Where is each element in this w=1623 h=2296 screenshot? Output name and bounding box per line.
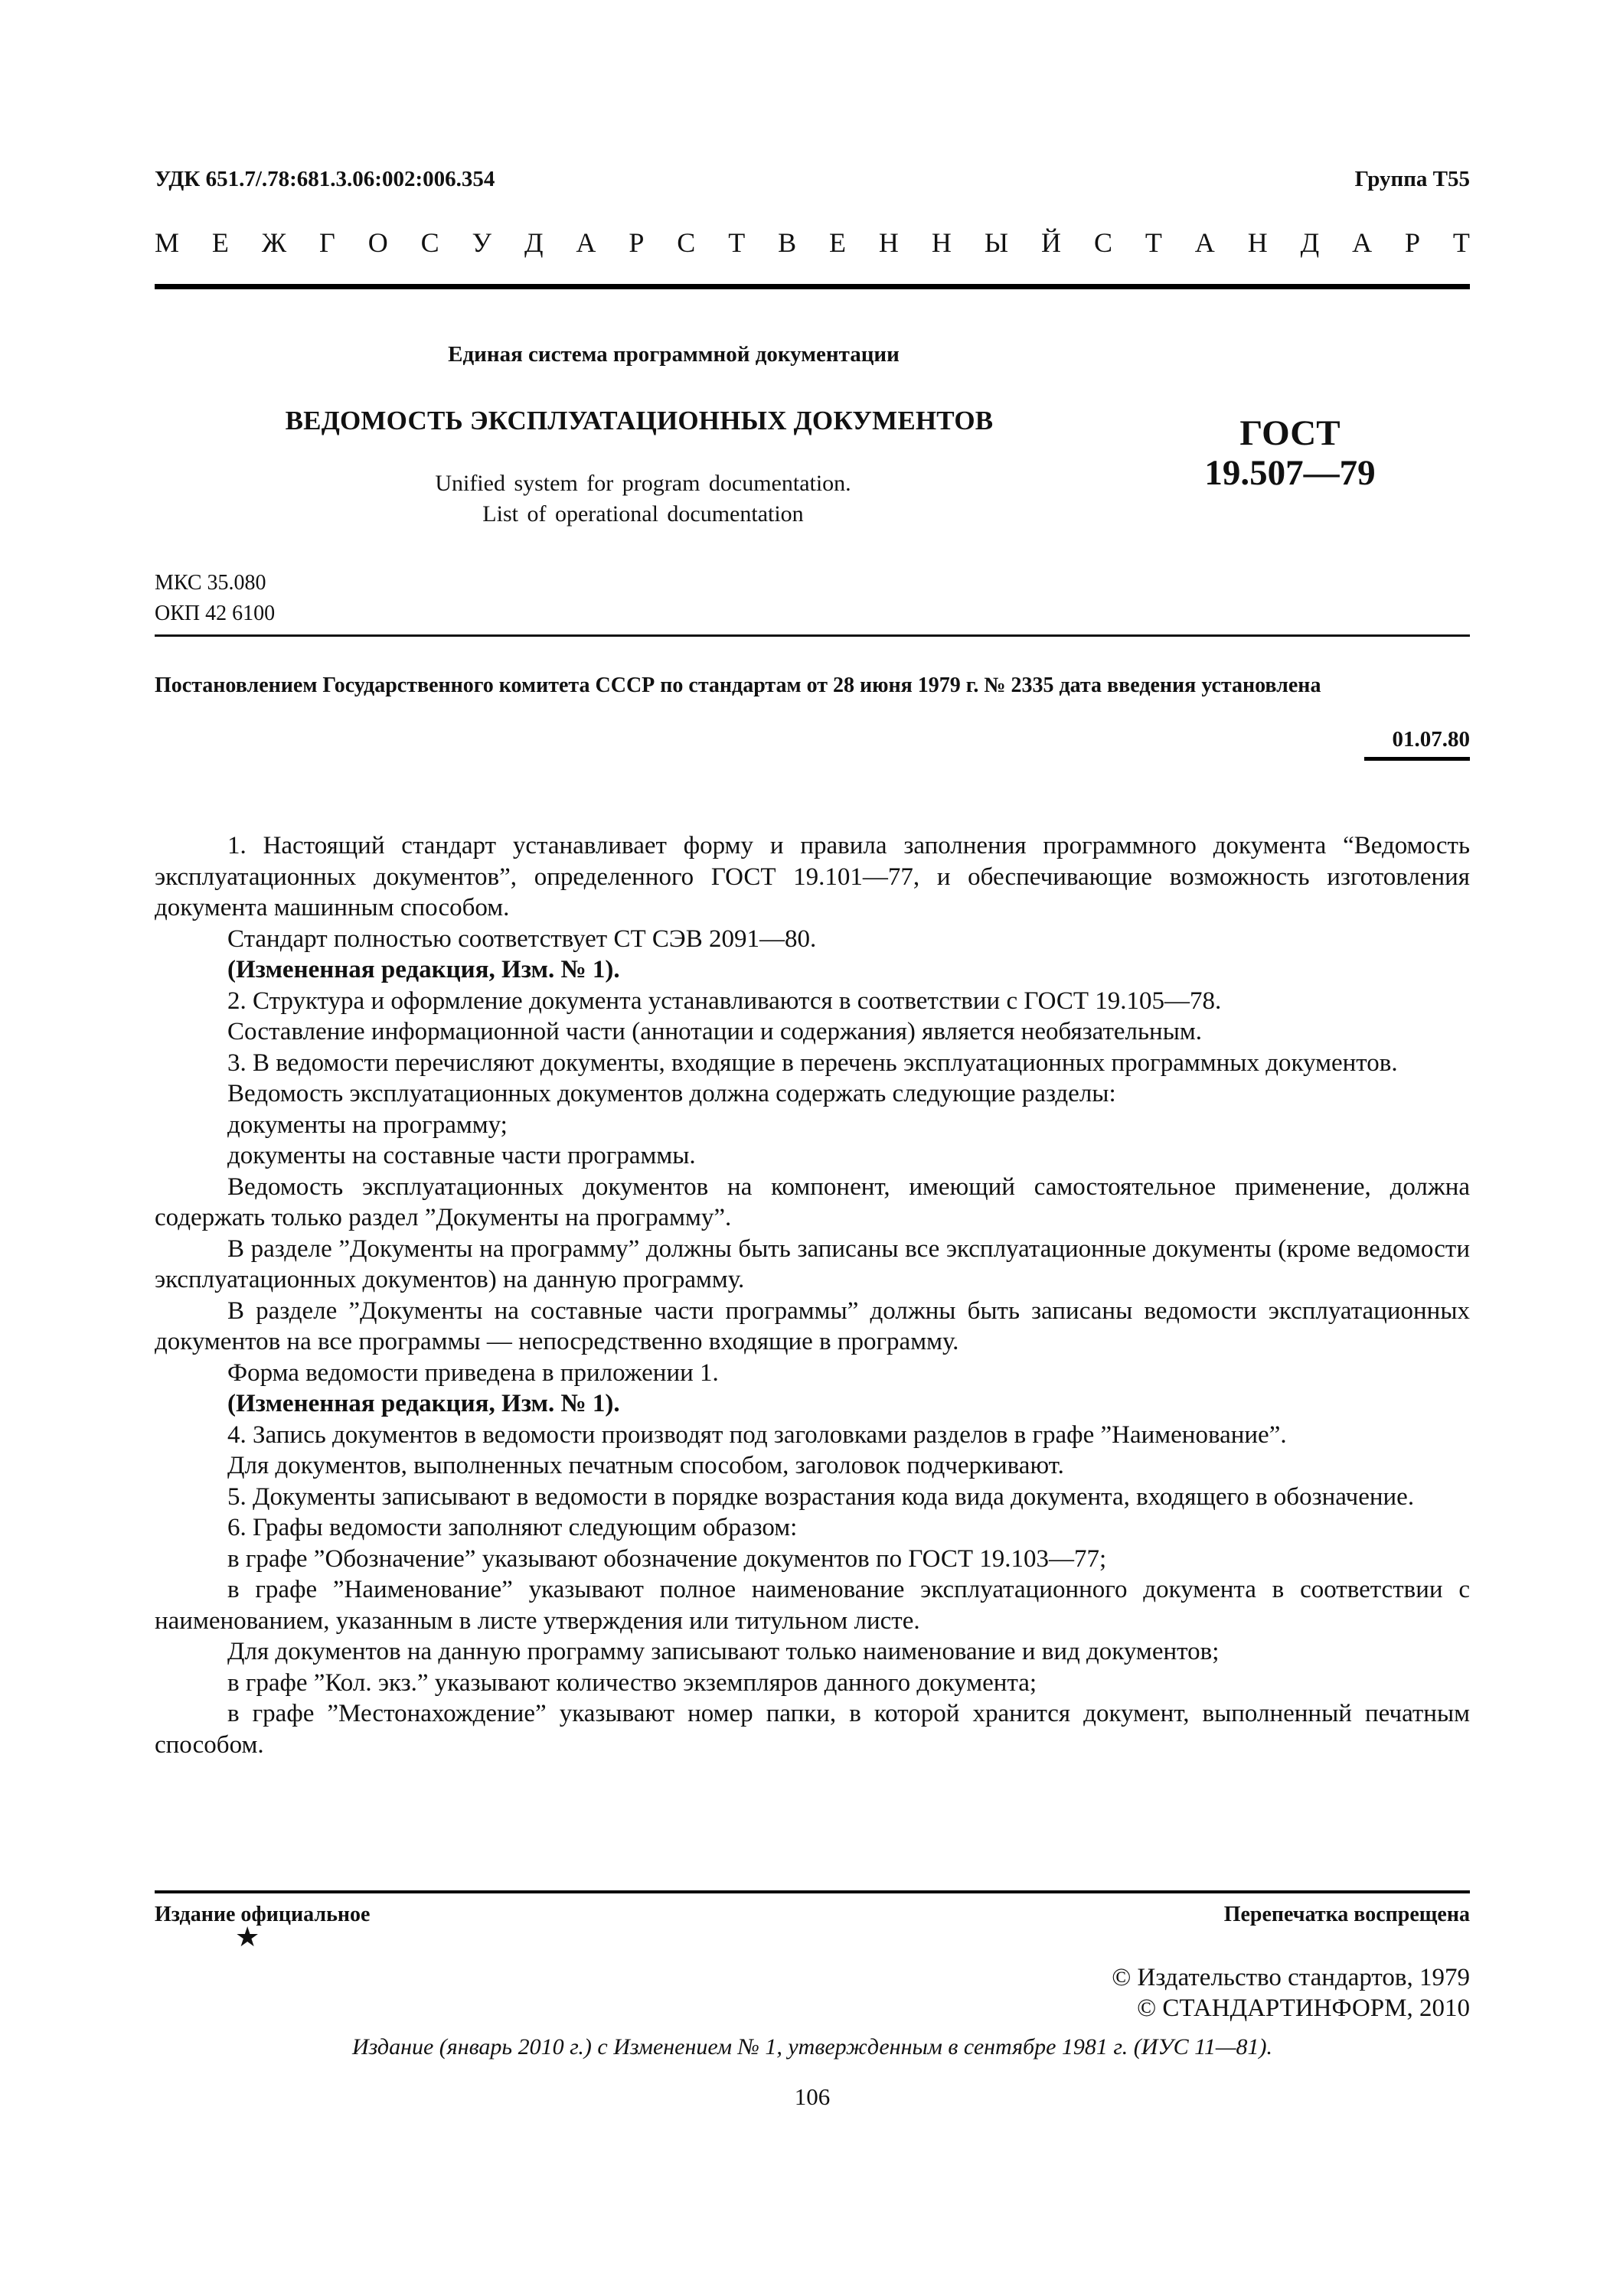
body-paragraph: В разделе ”Документы на составные части программы” должны быть записаны ведомости эксплуатационных документов на все программы — непосредственно входящие в программу. xyxy=(155,1296,1470,1355)
edition-note: Издание (январь 2010 г.) с Изменением № 1, утвержденным в сентябре 1981 г. (ИУС 11—81). xyxy=(351,2034,1273,2060)
copyright-line: © СТАНДАРТИНФОРМ, 2010 xyxy=(1137,1994,1470,2022)
heading-letter: Т xyxy=(728,227,746,258)
body-paragraph: 4. Запись документов в ведомости производят под заголовками разделов в графе ”Наименование”. xyxy=(227,1420,1287,1449)
heading-letter: О xyxy=(367,227,388,258)
body-paragraph: Для документов на данную программу записывают только наименование и вид документов; xyxy=(227,1638,1220,1665)
heading-letter: Й xyxy=(1041,227,1062,258)
body-paragraph: 5. Документы записывают в ведомости в порядке возрастания кода вида документа, входящего в обозначение. xyxy=(227,1482,1415,1511)
page-number: 106 xyxy=(794,2083,831,2110)
heading-letter: Д xyxy=(524,227,544,258)
english-title-line: Unified system for program documentation. xyxy=(435,471,851,496)
body-paragraph: 1. Настоящий стандарт устанавливает форму и правила заполнения программного документа “Ведомость эксплуатационных документов”, определенного ГОСТ 19.101—77, и обеспечивающие возможность изготовления документа машинным способом. xyxy=(155,832,1470,921)
english-title xyxy=(306,468,980,530)
heading-letter: Р xyxy=(629,227,645,258)
english-title-line: List of operational documentation xyxy=(482,501,804,527)
group-code: Группа Т55 xyxy=(1354,167,1470,191)
body-paragraph: 2. Структура и оформление документа устанавливаются в соответствии с ГОСТ 19.105—78. xyxy=(227,987,1222,1015)
header-row xyxy=(155,167,1470,192)
body-paragraph: 3. В ведомости перечисляют документы, входящие в перечень эксплуатационных программных документов. xyxy=(227,1049,1398,1077)
body-paragraph: В разделе ”Документы на программу” должны быть записаны все эксплуатационные документы (кроме ведомости эксплуатационных документов) на данную программу. xyxy=(155,1234,1470,1293)
reprint-forbidden-label: Перепечатка воспрещена xyxy=(1223,1903,1470,1926)
classification-codes xyxy=(155,568,275,629)
udk-code: УДК 651.7/.78:681.3.06:002:006.354 xyxy=(155,167,495,191)
heading-letter: А xyxy=(576,227,596,258)
footer-divider xyxy=(155,1890,1470,1893)
copyright-block xyxy=(1112,1962,1470,2024)
gost-designation xyxy=(1194,413,1386,493)
heading-letter: Е xyxy=(211,227,229,258)
heading-letter: А xyxy=(1194,227,1215,258)
body-paragraph: Форма ведомости приведена в приложении 1. xyxy=(227,1358,719,1387)
classification-divider xyxy=(155,634,1470,637)
heading-letter: Р xyxy=(1404,227,1420,258)
header-divider xyxy=(155,284,1470,289)
list-item: в графе ”Обозначение” указывают обозначение документов по ГОСТ 19.103—77; xyxy=(227,1544,1107,1573)
heading-letter: М xyxy=(155,227,180,258)
heading-letter: У xyxy=(472,227,492,258)
heading-letter: Н xyxy=(878,227,899,258)
body-paragraph: Составление информационной части (аннотации и содержания) является необязательным. xyxy=(227,1018,1203,1045)
introduction-date-underline xyxy=(1364,757,1470,761)
amendment-note: (Измененная редакция, Изм. № 1). xyxy=(227,956,620,983)
footer-row xyxy=(155,1903,1470,1927)
heading-letter: Н xyxy=(1247,227,1268,258)
heading-letter: Т xyxy=(1145,227,1162,258)
body-paragraph: 6. Графы ведомости заполняют следующим образом: xyxy=(227,1514,798,1541)
heading-letter: Е xyxy=(829,227,847,258)
interstate-standard-heading xyxy=(155,227,1470,259)
heading-letter: С xyxy=(677,227,696,258)
list-item: в графе ”Кол. экз.” указывают количество экземпляров данного документа; xyxy=(227,1668,1037,1697)
document-body xyxy=(155,830,1470,1760)
list-item: в графе ”Местонахождение” указывают номер папки, в которой хранится документ, выполненный печатным способом. xyxy=(155,1700,1470,1759)
series-title: Единая система программной документации xyxy=(448,342,900,367)
body-paragraph: Для документов, выполненных печатным способом, заголовок подчеркивают. xyxy=(227,1452,1064,1479)
list-item: документы на программу; xyxy=(227,1110,508,1139)
body-paragraph: Ведомость эксплуатационных документов на компонент, имеющий самостоятельное применение, должна содержать только раздел ”Документы на программу”. xyxy=(155,1172,1470,1231)
heading-letter: Ы xyxy=(984,227,1009,258)
heading-letter: Н xyxy=(931,227,952,258)
heading-letter: Д xyxy=(1300,227,1320,258)
body-paragraph: Ведомость эксплуатационных документов должна содержать следующие разделы: xyxy=(227,1080,1116,1107)
heading-letter: Г xyxy=(319,227,335,258)
star-icon: ★ xyxy=(235,1922,260,1952)
amendment-note: (Измененная редакция, Изм. № 1). xyxy=(227,1390,620,1417)
okp-code: ОКП 42 6100 xyxy=(155,602,276,625)
heading-letter: Ж xyxy=(261,227,287,258)
mks-code: МКС 35.080 xyxy=(155,571,266,595)
decree-statement: Постановлением Государственного комитета СССР по стандартам от 28 июня 1979 г. № 2335 дата введения установлена xyxy=(155,673,1321,697)
body-paragraph: Стандарт полностью соответствует СТ СЭВ 2091—80. xyxy=(227,925,817,953)
list-item: в графе ”Наименование” указывают полное наименование эксплуатационного документа в соответствии с наименованием, указанным в листе утверждения или титульном листе. xyxy=(155,1576,1470,1635)
gost-label: ГОСТ xyxy=(1239,413,1341,453)
gost-number: 19.507—79 xyxy=(1204,453,1376,493)
heading-letter: Т xyxy=(1452,227,1470,258)
copyright-line: © Издательство стандартов, 1979 xyxy=(1112,1964,1470,1991)
heading-letter: С xyxy=(420,227,439,258)
official-edition-label: Издание официальное xyxy=(155,1903,371,1926)
document-title: ВЕДОМОСТЬ ЭКСПЛУАТАЦИОННЫХ ДОКУМЕНТОВ xyxy=(285,406,994,435)
heading-letter: В xyxy=(778,227,797,258)
introduction-date: 01.07.80 xyxy=(1392,727,1470,752)
heading-letter: С xyxy=(1093,227,1112,258)
heading-letter: А xyxy=(1352,227,1373,258)
list-item: документы на составные части программы. xyxy=(227,1142,696,1169)
